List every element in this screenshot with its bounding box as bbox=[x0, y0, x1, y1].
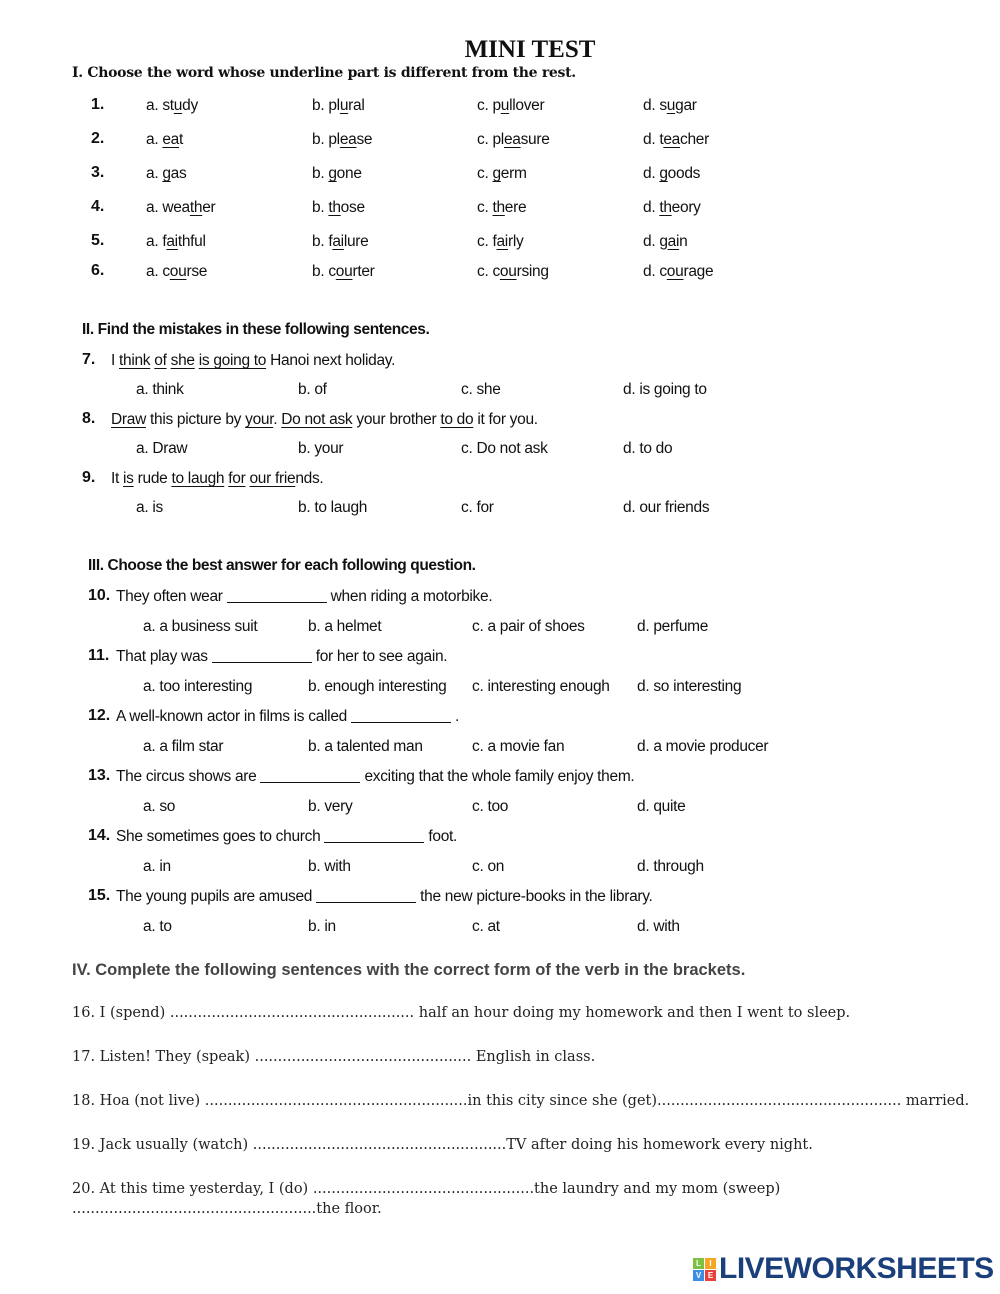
answer-option[interactable]: a. so bbox=[143, 798, 176, 815]
logo-tile: E bbox=[705, 1270, 716, 1281]
answer-option[interactable]: c. on bbox=[472, 858, 505, 875]
answer-option[interactable]: a. think bbox=[136, 381, 184, 398]
page-title: MINI TEST bbox=[464, 36, 596, 63]
underlined-part: to do bbox=[440, 411, 474, 428]
option-text: sure bbox=[520, 131, 550, 148]
underlined-part: your bbox=[245, 411, 274, 428]
option-text: b. pl bbox=[312, 97, 340, 114]
answer-option[interactable]: c. for bbox=[461, 499, 494, 516]
answer-option[interactable] bbox=[312, 264, 375, 280]
sentence-text: when riding a motorbike. bbox=[330, 588, 493, 605]
answer-blank[interactable] bbox=[316, 901, 416, 903]
sentence-text: The young pupils are amused bbox=[116, 888, 313, 905]
option-text: b. bbox=[312, 165, 329, 182]
answer-option[interactable] bbox=[643, 166, 700, 182]
answer-option[interactable] bbox=[477, 98, 544, 114]
logo-tile: V bbox=[693, 1270, 704, 1281]
option-text: ral bbox=[348, 97, 365, 114]
answer-option[interactable] bbox=[312, 98, 364, 114]
question-sentence bbox=[116, 769, 634, 785]
fill-in-sentence[interactable]: 20. At this time yesterday, I (do) ................................................the laundry and my mom (sweep) .....................................................the floor. bbox=[72, 1181, 781, 1218]
option-text: c. bbox=[477, 165, 493, 182]
answer-option[interactable]: d. our friends bbox=[623, 499, 710, 516]
answer-option[interactable]: b. a talented man bbox=[308, 738, 423, 755]
underlined-part: g bbox=[659, 165, 668, 182]
underlined-part: g bbox=[328, 165, 337, 182]
answer-blank[interactable] bbox=[212, 661, 312, 663]
sentence-text: it for you. bbox=[473, 411, 538, 428]
underlined-part: to laugh bbox=[171, 470, 225, 487]
option-text: a. st bbox=[146, 97, 174, 114]
answer-option[interactable]: d. to do bbox=[623, 440, 673, 457]
answer-option[interactable]: c. a pair of shoes bbox=[472, 618, 585, 635]
logo-tiles-icon bbox=[693, 1258, 716, 1281]
fill-in-sentence[interactable]: 16. I (spend) ..................................................... half an hour doing my homework and then I went to sleep. bbox=[72, 1005, 851, 1021]
answer-option[interactable] bbox=[146, 264, 207, 280]
answer-option[interactable]: a. too interesting bbox=[143, 678, 253, 695]
underlined-part: ea bbox=[663, 131, 680, 148]
option-text: er bbox=[202, 199, 216, 216]
answer-option[interactable] bbox=[643, 264, 713, 280]
answer-option[interactable]: a. is bbox=[136, 499, 163, 516]
question-number: 3. bbox=[91, 164, 105, 181]
answer-option[interactable] bbox=[477, 264, 549, 280]
answer-option[interactable]: a. in bbox=[143, 858, 171, 875]
option-text: t bbox=[179, 131, 184, 148]
option-text: d. bbox=[643, 199, 660, 216]
sentence-text: for her to see again. bbox=[315, 648, 448, 665]
question-sentence bbox=[116, 589, 492, 605]
option-text: rly bbox=[507, 233, 524, 250]
section-4-heading: IV. Complete the following sentences with the correct form of the verb in the brackets. bbox=[72, 961, 746, 979]
answer-option[interactable]: d. through bbox=[637, 858, 704, 875]
option-text: d. g bbox=[643, 233, 668, 250]
option-text: d. c bbox=[643, 263, 667, 280]
question-sentence bbox=[111, 412, 538, 428]
option-text: rter bbox=[352, 263, 375, 280]
sentence-text: It bbox=[111, 470, 124, 487]
question-number: 2. bbox=[91, 130, 105, 147]
option-text: a. f bbox=[146, 233, 167, 250]
underlined-part: of bbox=[154, 352, 167, 369]
fill-in-sentence[interactable]: 19. Jack usually (watch) .......................................................TV after doing his homework every night. bbox=[72, 1137, 813, 1153]
underlined-part: Do not ask bbox=[281, 411, 353, 428]
underlined-part: is going to bbox=[198, 352, 267, 369]
section-1-heading: I. Choose the word whose underline part is different from the rest. bbox=[72, 65, 576, 81]
option-text: se bbox=[356, 131, 373, 148]
answer-option[interactable]: c. interesting enough bbox=[472, 678, 610, 695]
underlined-part: g bbox=[492, 165, 501, 182]
answer-option[interactable]: b. enough interesting bbox=[308, 678, 447, 695]
option-text: thful bbox=[177, 233, 206, 250]
answer-option[interactable] bbox=[477, 132, 550, 148]
question-number: 4. bbox=[91, 198, 105, 215]
underlined-part: ou bbox=[499, 263, 517, 280]
question-number: 9. bbox=[82, 469, 96, 486]
section-3-heading: III. Choose the best answer for each following question. bbox=[88, 557, 476, 574]
option-text: d. bbox=[643, 165, 660, 182]
option-text: llover bbox=[509, 97, 545, 114]
underlined-part: our frie bbox=[249, 470, 296, 487]
option-text: b. bbox=[312, 199, 329, 216]
answer-option[interactable] bbox=[477, 166, 527, 182]
answer-option[interactable] bbox=[643, 132, 709, 148]
question-sentence bbox=[111, 471, 323, 487]
underlined-part: she bbox=[170, 352, 195, 369]
question-number: 6. bbox=[91, 262, 105, 279]
option-text: c. p bbox=[477, 97, 501, 114]
sentence-text: . bbox=[454, 708, 459, 725]
answer-option[interactable]: d. so interesting bbox=[637, 678, 742, 695]
logo-tile: L bbox=[693, 1258, 704, 1269]
underlined-part: for bbox=[228, 470, 246, 487]
option-text: lure bbox=[343, 233, 369, 250]
sentence-text: your brother bbox=[352, 411, 441, 428]
option-text: b. pl bbox=[312, 131, 340, 148]
underlined-part: th bbox=[328, 199, 341, 216]
question-sentence bbox=[111, 353, 395, 369]
underlined-part: ai bbox=[332, 233, 344, 250]
answer-option[interactable]: b. very bbox=[308, 798, 353, 815]
option-text: b. c bbox=[312, 263, 336, 280]
answer-option[interactable]: d. perfume bbox=[637, 618, 709, 635]
answer-option[interactable]: b. to laugh bbox=[298, 499, 368, 516]
underlined-part: u bbox=[500, 97, 510, 114]
answer-option[interactable]: b. of bbox=[298, 381, 327, 398]
answer-option[interactable]: b. in bbox=[308, 918, 336, 935]
answer-blank[interactable] bbox=[351, 721, 451, 723]
option-text: dy bbox=[182, 97, 198, 114]
sentence-text: rude bbox=[133, 470, 172, 487]
option-text: c. c bbox=[477, 263, 500, 280]
option-text: ere bbox=[504, 199, 527, 216]
underlined-part: ou bbox=[335, 263, 353, 280]
underlined-part: ai bbox=[166, 233, 178, 250]
option-text: gar bbox=[675, 97, 697, 114]
option-text: d. t bbox=[643, 131, 664, 148]
option-text: d. s bbox=[643, 97, 667, 114]
underlined-part: ai bbox=[496, 233, 508, 250]
option-text: c. bbox=[477, 199, 493, 216]
question-number: 10. bbox=[88, 587, 111, 604]
liveworksheets-logo bbox=[693, 1254, 994, 1284]
answer-option[interactable]: a. to bbox=[143, 918, 172, 935]
question-number: 13. bbox=[88, 767, 111, 784]
question-number: 11. bbox=[88, 647, 110, 664]
answer-blank[interactable] bbox=[227, 601, 327, 603]
answer-blank[interactable] bbox=[324, 841, 424, 843]
answer-option[interactable] bbox=[643, 200, 701, 216]
answer-option[interactable]: c. too bbox=[472, 798, 509, 815]
sentence-text: They often wear bbox=[116, 588, 223, 605]
underlined-part: ou bbox=[169, 263, 187, 280]
option-text: ose bbox=[340, 199, 365, 216]
question-number: 14. bbox=[88, 827, 111, 844]
answer-option[interactable]: a. Draw bbox=[136, 440, 188, 457]
answer-option[interactable]: d. a movie producer bbox=[637, 738, 769, 755]
underlined-part: think bbox=[119, 352, 151, 369]
answer-option[interactable]: a. a film star bbox=[143, 738, 224, 755]
option-text: a. bbox=[146, 165, 163, 182]
option-text: a. c bbox=[146, 263, 170, 280]
sentence-text: nds. bbox=[295, 470, 324, 487]
option-text: n bbox=[679, 233, 688, 250]
sentence-text: exciting that the whole family enjoy them. bbox=[364, 768, 635, 785]
answer-option[interactable]: c. Do not ask bbox=[461, 440, 548, 457]
option-text: b. f bbox=[312, 233, 333, 250]
question-number: 15. bbox=[88, 887, 111, 904]
option-text: rsing bbox=[516, 263, 549, 280]
sentence-text: She sometimes goes to church bbox=[116, 828, 321, 845]
sentence-text: The circus shows are bbox=[116, 768, 257, 785]
answer-option[interactable]: d. with bbox=[637, 918, 680, 935]
question-sentence bbox=[116, 649, 447, 665]
option-text: a. wea bbox=[146, 199, 190, 216]
option-text: erm bbox=[500, 165, 527, 182]
question-number: 5. bbox=[91, 232, 105, 249]
underlined-part: is bbox=[123, 470, 134, 487]
option-text: cher bbox=[680, 131, 709, 148]
underlined-part: u bbox=[173, 97, 183, 114]
underlined-part: th bbox=[492, 199, 505, 216]
answer-blank[interactable] bbox=[260, 781, 360, 783]
answer-option[interactable] bbox=[643, 234, 687, 250]
sentence-text: I bbox=[111, 352, 120, 369]
answer-option[interactable]: c. at bbox=[472, 918, 500, 935]
underlined-part: ea bbox=[339, 131, 357, 148]
question-number: 1. bbox=[91, 96, 105, 113]
answer-option[interactable]: a. a business suit bbox=[143, 618, 258, 635]
answer-option[interactable] bbox=[146, 132, 183, 148]
underlined-part: u bbox=[339, 97, 349, 114]
answer-option[interactable] bbox=[477, 200, 526, 216]
underlined-part: u bbox=[666, 97, 676, 114]
question-sentence bbox=[116, 829, 457, 845]
sentence-text: . bbox=[273, 411, 282, 428]
option-text: as bbox=[170, 165, 187, 182]
answer-option[interactable]: d. is going to bbox=[623, 381, 707, 398]
logo-tile: I bbox=[705, 1258, 716, 1269]
option-text: oods bbox=[667, 165, 701, 182]
fill-in-sentence[interactable]: 18. Hoa (not live) .........................................................in this city since she (get)..................................................... married. bbox=[72, 1093, 970, 1109]
answer-option[interactable] bbox=[643, 98, 697, 114]
underlined-part: ea bbox=[162, 131, 179, 148]
question-sentence bbox=[116, 889, 653, 905]
underlined-part: g bbox=[162, 165, 171, 182]
logo-word: LIVEWORKSHEETS bbox=[719, 1252, 994, 1285]
answer-option[interactable] bbox=[477, 234, 523, 250]
option-text: c. pl bbox=[477, 131, 504, 148]
question-number: 12. bbox=[88, 707, 111, 724]
option-text: rage bbox=[683, 263, 714, 280]
answer-option[interactable]: b. with bbox=[308, 858, 351, 875]
question-number: 7. bbox=[82, 351, 96, 368]
answer-option[interactable] bbox=[146, 166, 186, 182]
answer-option[interactable]: b. a helmet bbox=[308, 618, 382, 635]
question-sentence bbox=[116, 709, 459, 725]
fill-in-sentence[interactable]: 17. Listen! They (speak) ............................................... English in class. bbox=[72, 1049, 596, 1065]
answer-option[interactable]: c. a movie fan bbox=[472, 738, 565, 755]
section-2-heading: II. Find the mistakes in these following sentences. bbox=[82, 321, 430, 338]
option-text: a. bbox=[146, 131, 163, 148]
underlined-part: ou bbox=[666, 263, 684, 280]
underlined-part: ai bbox=[667, 233, 680, 250]
sentence-text: foot. bbox=[428, 828, 458, 845]
option-text: c. f bbox=[477, 233, 497, 250]
question-number: 8. bbox=[82, 410, 96, 427]
underlined-part: th bbox=[659, 199, 672, 216]
answer-option[interactable] bbox=[312, 234, 368, 250]
sentence-text: That play was bbox=[116, 648, 208, 665]
underlined-part: Draw bbox=[111, 411, 146, 428]
sentence-text: this picture by bbox=[145, 411, 246, 428]
underlined-part: th bbox=[189, 199, 203, 216]
sentence-text: A well-known actor in films is called bbox=[116, 708, 347, 725]
answer-option[interactable]: d. quite bbox=[637, 798, 686, 815]
answer-option[interactable] bbox=[146, 234, 206, 250]
option-text: one bbox=[336, 165, 362, 182]
answer-option[interactable] bbox=[146, 98, 198, 114]
option-text: eory bbox=[671, 199, 701, 216]
answer-option[interactable]: b. your bbox=[298, 440, 344, 457]
answer-option[interactable]: c. she bbox=[461, 381, 501, 398]
answer-option[interactable] bbox=[312, 132, 372, 148]
underlined-part: ea bbox=[503, 131, 521, 148]
sentence-text: Hanoi next holiday. bbox=[266, 352, 396, 369]
answer-option[interactable] bbox=[146, 200, 215, 216]
sentence-text: the new picture-books in the library. bbox=[420, 888, 653, 905]
answer-option[interactable] bbox=[312, 200, 365, 216]
answer-option[interactable] bbox=[312, 166, 362, 182]
option-text: rse bbox=[186, 263, 208, 280]
